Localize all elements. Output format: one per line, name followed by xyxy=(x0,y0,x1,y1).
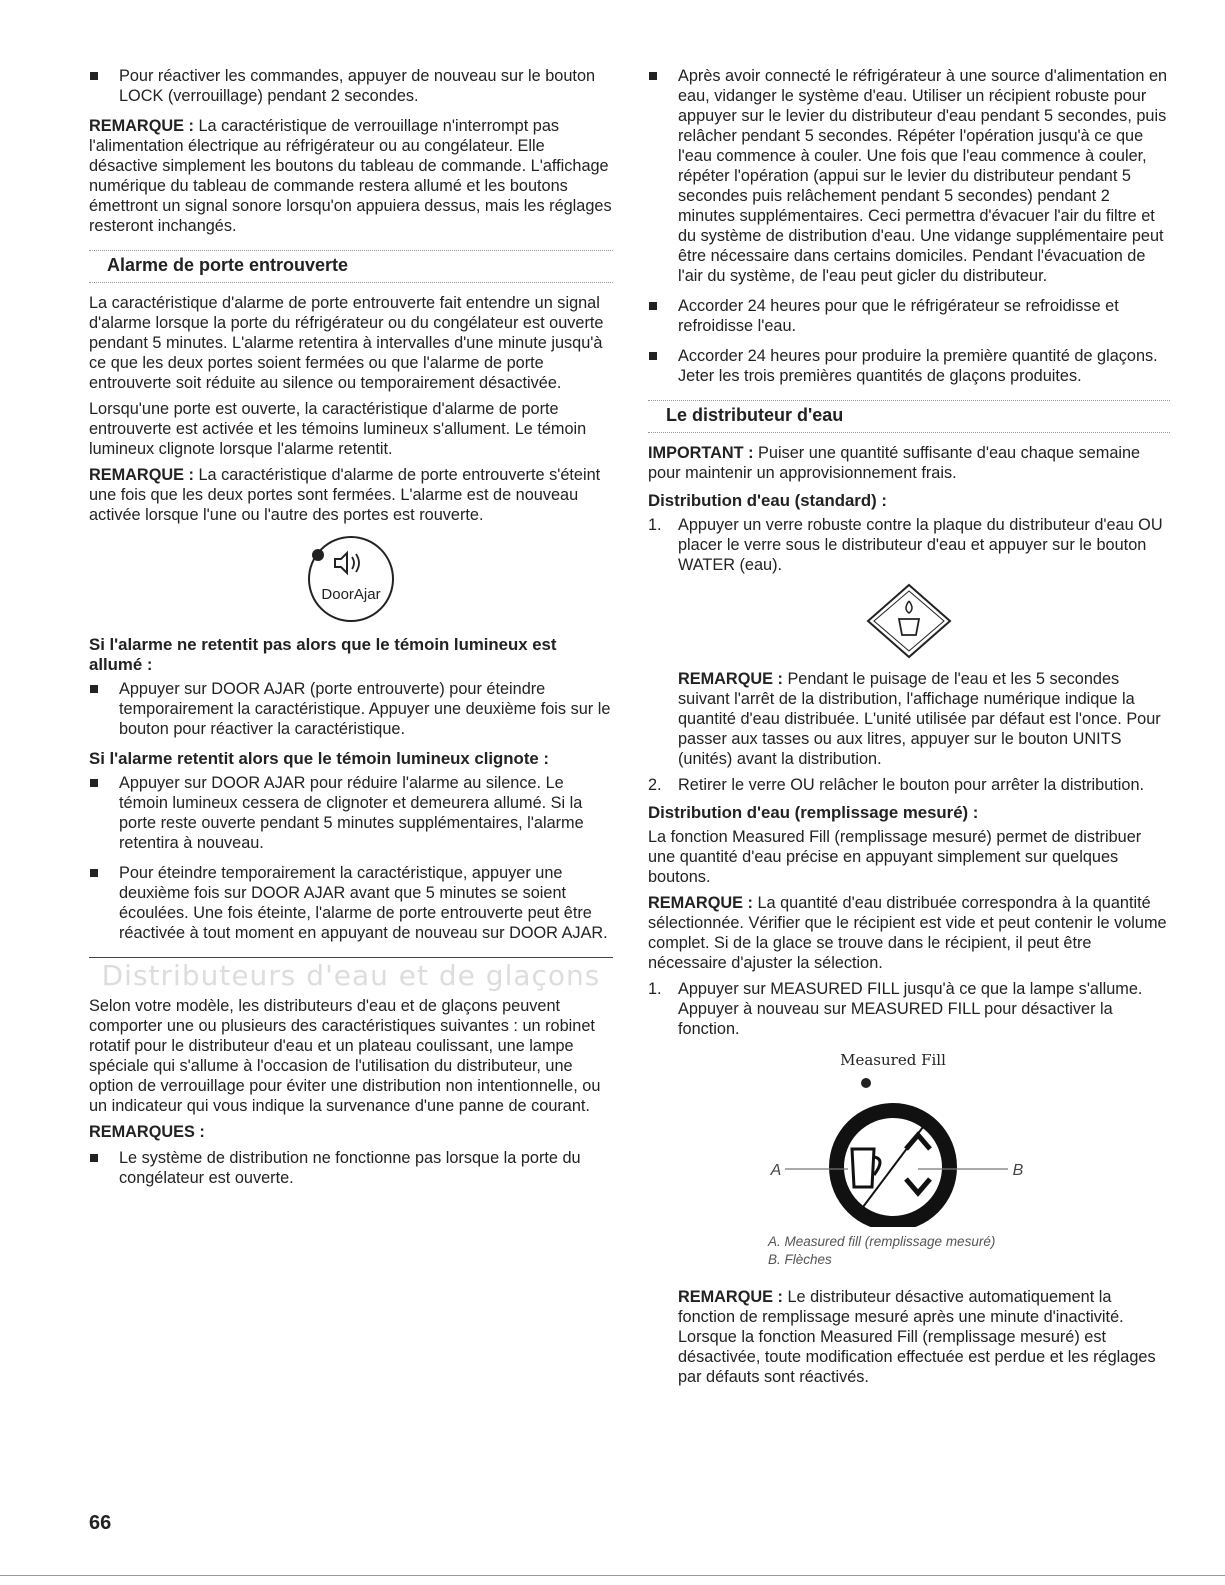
bullet-icon xyxy=(90,685,98,693)
divider xyxy=(0,1575,1225,1576)
bullet-icon xyxy=(649,302,657,310)
note: REMARQUE : La caractéristique d'alarme de porte entrouverte s'éteint une fois que les deux portes sont fermées. L'alarme est de nouveau activée lorsque l'une ou l'autre des portes est rouverte. xyxy=(89,466,601,524)
page-number: 66 xyxy=(89,1512,112,1534)
section-heading: Le distributeur d'eau xyxy=(648,400,1170,433)
paragraph: Lorsqu'une porte est ouverte, la caractéristique d'alarme de porte entrouverte est activée et les témoins lumineux s'allument. Le témoin lumineux clignote lorsque l'alarme retentit. xyxy=(89,400,587,458)
svg-text:B: B xyxy=(1012,1162,1024,1179)
svg-text:A: A xyxy=(770,1162,782,1179)
paragraph: La fonction Measured Fill (remplissage mesuré) permet de distribuer une quantité d'eau précise en appuyant simplement sur quelques boutons. xyxy=(648,828,1142,886)
list-item: Appuyer sur DOOR AJAR (porte entrouverte) pour éteindre temporairement la caractéristique. Appuyer une deuxième fois sur le bouton pour réactiver la caractéristique. xyxy=(89,679,613,739)
section-heading: Alarme de porte entrouverte xyxy=(89,250,613,283)
right-column xyxy=(648,66,1170,1393)
numbered-step: 1. Appuyer sur MEASURED FILL jusqu'à ce que la lampe s'allume. Appuyer à nouveau sur MEASURED FILL pour désactiver la fonction. xyxy=(648,980,1143,1038)
list-item: Accorder 24 heures pour que le réfrigérateur se refroidisse et refroidisse l'eau. xyxy=(648,296,1170,336)
door-ajar-icon xyxy=(301,533,401,625)
svg-text:DoorAjar: DoorAjar xyxy=(321,586,381,603)
list-item: Pour réactiver les commandes, appuyer de nouveau sur le bouton LOCK (verrouillage) pendant 2 secondes. xyxy=(89,66,613,106)
list-item: Accorder 24 heures pour produire la première quantité de glaçons. Jeter les trois premières quantités de glaçons produites. xyxy=(648,346,1170,386)
section-title: Distributeurs d'eau et de glaçons xyxy=(101,959,601,992)
figure-caption: A. Measured fill (remplissage mesuré) B. Flèches xyxy=(768,1234,996,1267)
sub-heading: Distribution d'eau (standard) : xyxy=(648,491,887,510)
paragraph: La caractéristique d'alarme de porte entrouverte fait entendre un signal d'alarme lorsque la porte du réfrigérateur ou du congélateur est ouverte pendant 5 minutes. L'alarme retentira à intervalles d'une minute jusqu'à ce que les deux portes soient fermées ou que l'alarme de porte entrouverte soit réduite au silence ou temporairement désactivée. xyxy=(89,294,604,392)
notes-heading: REMARQUES : xyxy=(89,1123,205,1141)
water-button-illustration xyxy=(648,581,1170,661)
note: REMARQUE : Pendant le puisage de l'eau et les 5 secondes suivant l'arrêt de la distribution, l'affichage numérique indique la quantité d'eau distribuée. L'unité utilisée par défaut est l'once. Pour passer aux tasses ou aux litres, appuyer sur le bouton UNITS (unités) avant la distribution. xyxy=(678,670,1161,768)
measured-fill-dial-icon xyxy=(648,1045,1170,1227)
door-ajar-illustration xyxy=(89,533,613,625)
numbered-step: 2. Retirer le verre OU relâcher le bouton pour arrêter la distribution. xyxy=(648,776,1145,794)
list-item: Le système de distribution ne fonctionne pas lorsque la porte du congélateur est ouverte. xyxy=(89,1148,613,1188)
important-note: IMPORTANT : Puiser une quantité suffisante d'eau chaque semaine pour maintenir un approvisionnement frais. xyxy=(648,444,1141,482)
sub-heading: Distribution d'eau (remplissage mesuré) : xyxy=(648,803,979,822)
list-item: Appuyer sur DOOR AJAR pour réduire l'alarme au silence. Le témoin lumineux cessera de clignoter et demeurera allumé. Si la porte reste ouverte pendant 5 minutes supplémentaires, l'alarme retentira à nouveau. xyxy=(89,773,613,853)
sub-heading: Si l'alarme retentit alors que le témoin lumineux clignote : xyxy=(89,749,549,768)
svg-text:Measured Fill: Measured Fill xyxy=(840,1051,946,1069)
left-column xyxy=(89,66,613,1198)
numbered-step: 1. Appuyer un verre robuste contre la plaque du distributeur d'eau OU placer le verre sous le distributeur d'eau et appuyer sur le bouton WATER (eau). xyxy=(648,516,1163,574)
paragraph: Selon votre modèle, les distributeurs d'eau et de glaçons peuvent comporter une ou plusieurs des caractéristiques suivantes : un robinet rotatif pour le distributeur d'eau et un plateau coulissant, une lampe spéciale qui s'allume à l'occasion de l'utilisation du distributeur, une option de verrouillage pour éviter une distribution non intentionnelle, ou un indicateur qui vous indique la survenance d'une panne de courant. xyxy=(89,997,601,1115)
list-item: Pour éteindre temporairement la caractéristique, appuyer une deuxième fois sur DOOR AJAR avant que 5 minutes se soient écoulées. Une fois éteinte, l'alarme de porte entrouverte peut être réactivée à tout moment en appuyant de nouveau sur DOOR AJAR. xyxy=(89,863,613,943)
note-block xyxy=(648,669,1170,769)
note: REMARQUE : La caractéristique de verrouillage n'interrompt pas l'alimentation électrique au réfrigérateur ou au congélateur. Elle désactive simplement les boutons du tableau de commande. L'affichage numérique du tableau de commande restera allumé et les boutons émettront un signal sonore lorsqu'on appuiera dessus, mais les réglages resteront inchangés. xyxy=(89,117,612,235)
bullet-icon xyxy=(90,779,98,787)
water-icon xyxy=(854,581,964,661)
list-item: Après avoir connecté le réfrigérateur à une source d'alimentation en eau, vidanger le système d'eau. Utiliser un récipient robuste pour appuyer sur le levier du distributeur d'eau pendant 5 secondes, puis relâcher pendant 5 secondes. Répéter l'opération jusqu'à ce que l'eau commence à couler. Une fois que l'eau commence à couler, répéter l'opération (appui sur le levier du distributeur pendant 5 secondes puis relâchement pendant 5 secondes) pendant 2 minutes supplémentaires. Ceci permettra d'évacuer l'air du filtre et du système de distribution d'eau. Une vidange supplémentaire peut être nécessaire dans certains domiciles. Pendant l'évacuation de l'air du système, de l'eau peut gicler du distributeur. xyxy=(648,66,1170,286)
bullet-icon xyxy=(90,1154,98,1162)
note: REMARQUE : Le distributeur désactive automatiquement la fonction de remplissage mesuré après une minute d'inactivité. Lorsque la fonction Measured Fill (remplissage mesuré) est désactivée, toute modification effectuée est perdue et les réglages par défauts sont réactivés. xyxy=(678,1288,1156,1386)
note: REMARQUE : La quantité d'eau distribuée correspondra à la quantité sélectionnée. Vérifier que le récipient est vide et peut contenir le volume complet. Si de la glace se trouve dans le récipient, il peut être nécessaire d'ajuster la sélection. xyxy=(648,894,1167,972)
bullet-icon xyxy=(649,72,657,80)
divider xyxy=(89,957,613,958)
bullet-icon xyxy=(649,352,657,360)
bullet-icon xyxy=(90,72,98,80)
sub-heading: Si l'alarme ne retentit pas alors que le témoin lumineux est allumé : xyxy=(89,635,557,674)
measured-fill-illustration xyxy=(648,1045,1170,1227)
note-block xyxy=(648,1287,1170,1387)
bullet-icon xyxy=(90,869,98,877)
